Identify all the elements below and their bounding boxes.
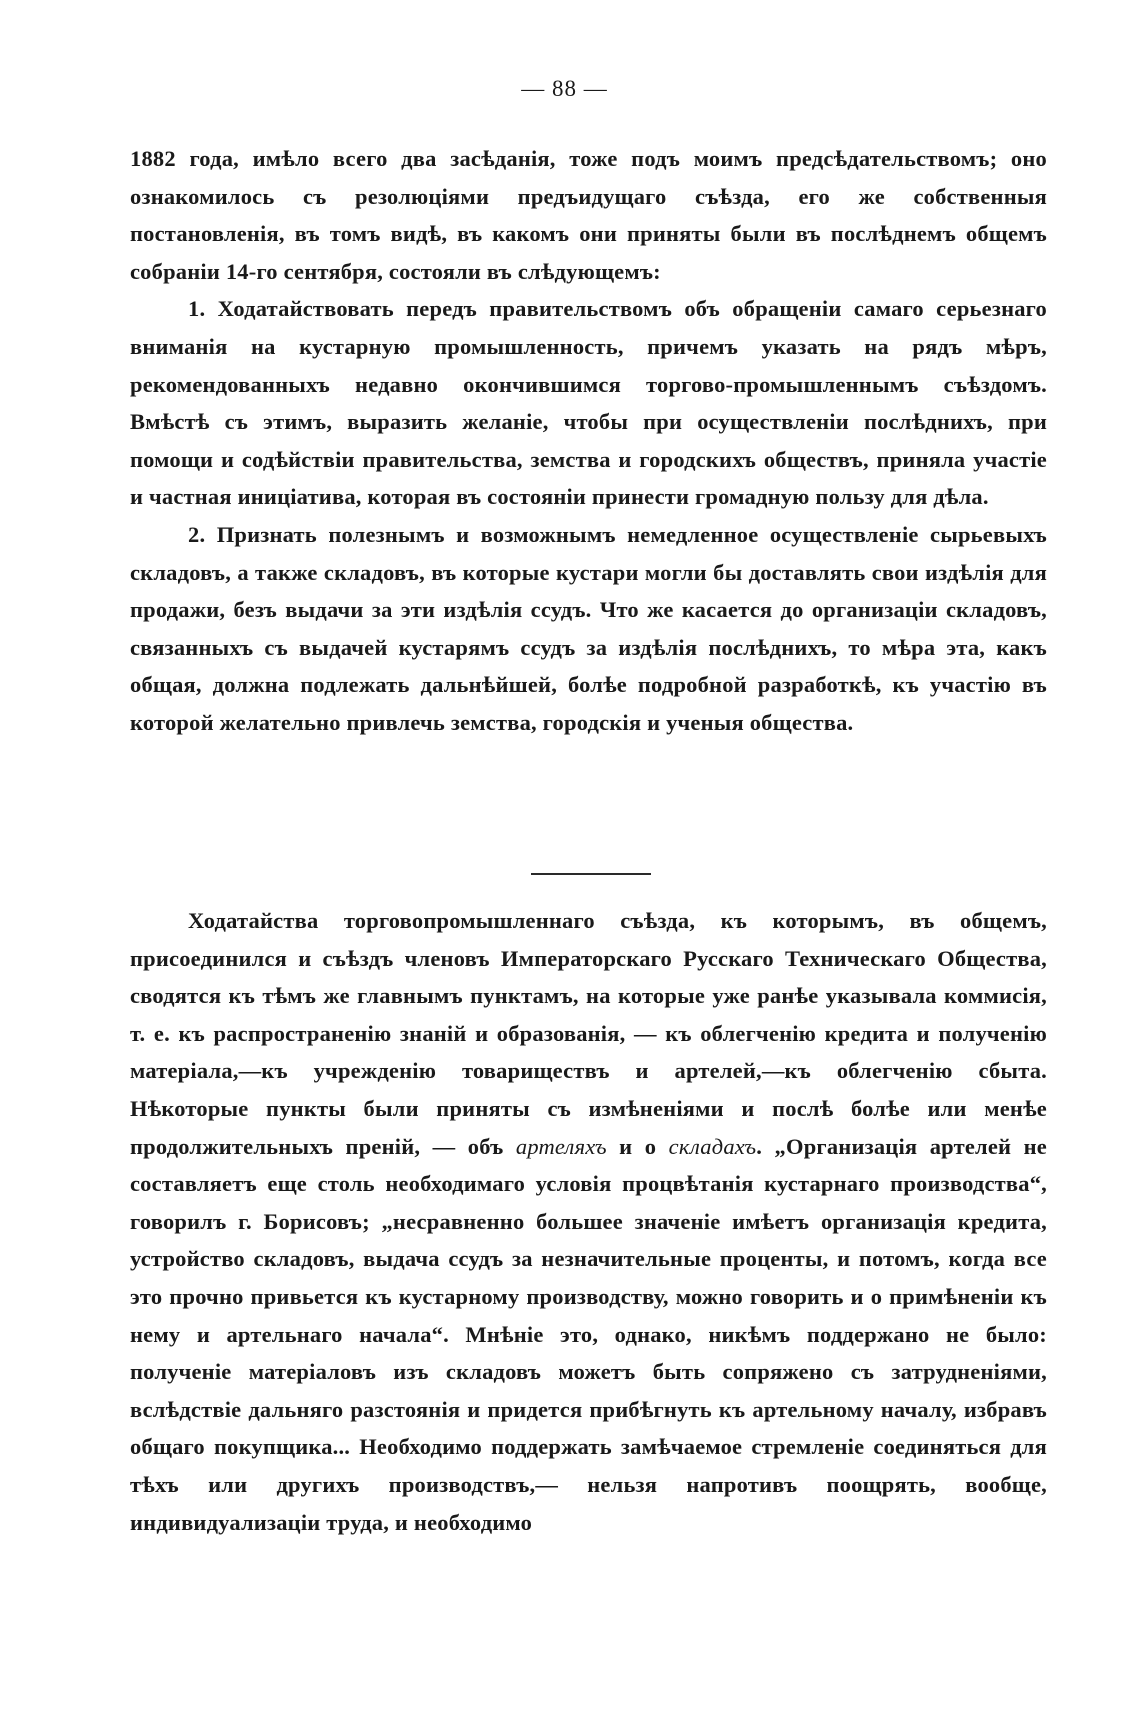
resolutions-section <box>130 140 1047 742</box>
resolution-item-2: 2. Признать полезнымъ и возможнымъ немедленное осуществленіе сырьевыхъ складовъ, а также складовъ, въ которые кустари могли бы доставлять свои издѣлія для продажи, безъ выдачи за эти издѣлія ссудъ. Что же касается до организаціи складовъ, связанныхъ съ выдачей кустарямъ ссудъ за издѣлія послѣднихъ, то мѣра эта, какъ общая, должна подлежать дальнѣйшей, болѣе подробной разработкѣ, къ участію въ которой желательно привлечь земства, городскія и ученыя общества. <box>130 521 1047 735</box>
resolution-item-1: 1. Ходатайствовать передъ правительствомъ объ обращеніи самаго серьезнаго вниманія на кустарную промышленность, причемъ указать на рядъ мѣръ, рекомендованныхъ недавно окончившимся торгово-промышленнымъ съѣздомъ. Вмѣстѣ съ этимъ, выразить желаніе, чтобы при осуществленіи послѣднихъ, при помощи и содѣйствіи правительства, земства и городскихъ обществъ, приняла участіе и частная иниціатива, которая въ состояніи принести громадную пользу для дѣла. <box>130 296 1047 510</box>
petitions-text-b: и о <box>606 1133 669 1159</box>
italic-term-warehouses: складахъ <box>668 1133 757 1159</box>
petitions-text-a: Ходатайства торговопромышленнаго съѣзда, къ которымъ, въ общемъ, присоединился и съѣздъ членовъ Императорскаго Русскаго Техническаго Общества, сводятся къ тѣмъ же главнымъ пунктамъ, на которые уже ранѣе указывала коммисія, т. е. къ распространенію знаній и образованія, — къ облегченію кредита и полученію матеріала,—къ учрежденію товариществъ и артелей,—къ облегченію сбыта. Нѣкоторые пункты были приняты съ измѣненіями и послѣ болѣе или менѣе продолжительныхъ преній, — объ <box>130 908 1047 1159</box>
section-divider <box>531 873 651 875</box>
petitions-section <box>130 902 1047 1541</box>
intro-paragraph: 1882 года, имѣло всего два засѣданія, тоже подъ моимъ предсѣдательствомъ; оно ознакомилось съ резолюціями предъидущаго съѣзда, его же собственныя постановленія, въ томъ видѣ, въ какомъ они приняты были въ послѣднемъ общемъ собраніи 14-го сентября, состояли въ слѣдующемъ: <box>130 146 1047 284</box>
page-number: — 88 — <box>521 76 608 101</box>
petitions-text-c: . „Организація артелей не составляетъ еще столь необходимаго условія процвѣтанія кустарнаго производства“, говорилъ г. Борисовъ; „несравненно большее значеніе имѣетъ организація кредита, устройство складовъ, выдача ссудъ за незначительные проценты, и потомъ, когда все это прочно привьется къ кустарному производству, можно говорить и о примѣненіи къ нему и артельнаго начала“. Мнѣніе это, однако, никѣмъ поддержано не было: полученіе матеріаловъ изъ складовъ можетъ быть сопряжено съ затрудненіями, вслѣдствіе дальняго разстоянія и придется прибѣгнуть къ артельному началу, избравъ общаго покупщика... Необходимо поддержать замѣчаемое стремленіе соединяться для тѣхъ или другихъ производствъ,— нельзя напротивъ поощрять, вообще, индивидуализаціи труда, и необходимо <box>130 1133 1047 1535</box>
italic-term-artels: артеляхъ <box>515 1133 607 1159</box>
petitions-paragraph <box>130 902 1047 1541</box>
